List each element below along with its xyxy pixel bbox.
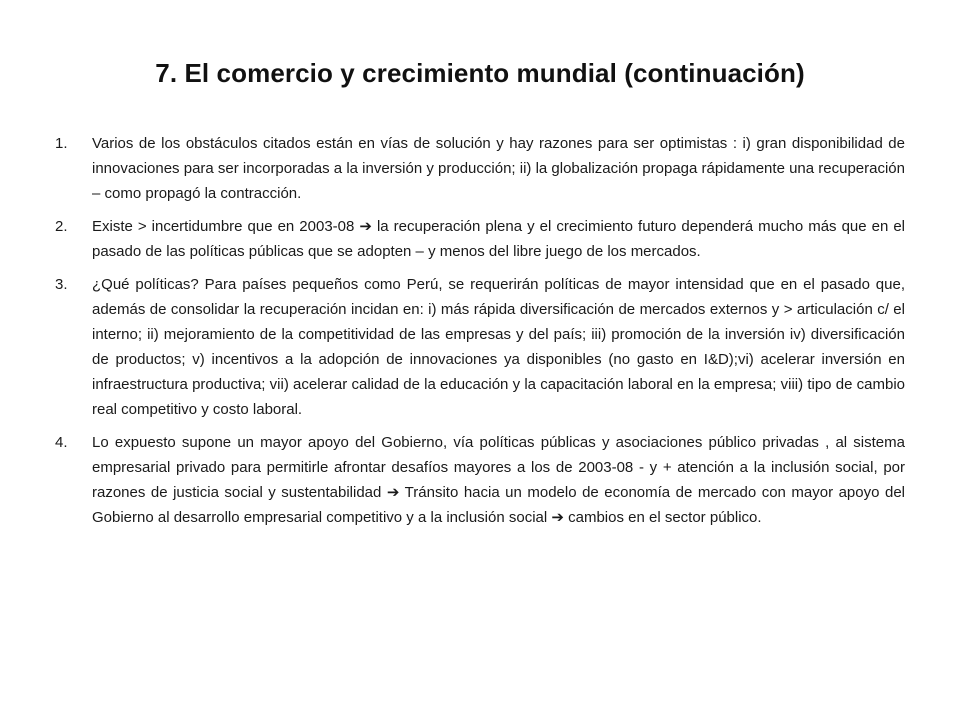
numbered-list <box>55 131 905 530</box>
list-item-1 <box>55 131 905 206</box>
list-item-3 <box>55 272 905 422</box>
list-item-text: Varios de los obstáculos citados están en vías de solución y hay razones para ser optimistas : i) gran disponibilidad de innovaciones para ser incorporadas a la inversión y producción; ii) la globalización propaga rápidamente una recuperación – como propagó la contracción. <box>92 135 905 202</box>
list-item-number: 2. <box>55 218 68 235</box>
list-item-number: 4. <box>55 434 68 451</box>
list-item-4 <box>55 430 905 530</box>
list-item-number: 3. <box>55 276 68 293</box>
list-item-text: Existe > incertidumbre que en 2003-08 ➔ la recuperación plena y el crecimiento futuro dependerá mucho más que en el pasado de las políticas públicas que se adopten – y menos del libre juego de los mercados. <box>92 218 905 260</box>
list-item-text: ¿Qué políticas? Para países pequeños como Perú, se requerirán políticas de mayor intensidad que en el pasado que, además de consolidar la recuperación incidan en: i) más rápida diversificación de mercados externos y > articulación c/ el interno; ii) mejoramiento de la competitividad de las empresas y del país; iii) promoción de la inversión iv) diversificación de productos; v) incentivos a la adopción de innovaciones ya disponibles (no gasto en I&D);vi) acelerar inversión en infraestructura productiva; vii) acelerar calidad de la educación y la capacitación laboral en la empresa; viii) tipo de cambio real competitivo y costo laboral. <box>92 276 905 418</box>
list-item-number: 1. <box>55 135 68 152</box>
list-item-2 <box>55 214 905 264</box>
slide-title: 7. El comercio y crecimiento mundial (continuación) <box>155 58 805 88</box>
list-item-text: Lo expuesto supone un mayor apoyo del Gobierno, vía políticas públicas y asociaciones público privadas , al sistema empresarial privado para permitirle afrontar desafíos mayores a los de 2003-08 - y + atención a la inclusión social, por razones de justicia social y sustentabilidad ➔ Tránsito hacia un modelo de economía de mercado con mayor apoyo del Gobierno al desarrollo empresarial competitivo y a la inclusión social ➔ cambios en el sector público. <box>92 434 905 526</box>
